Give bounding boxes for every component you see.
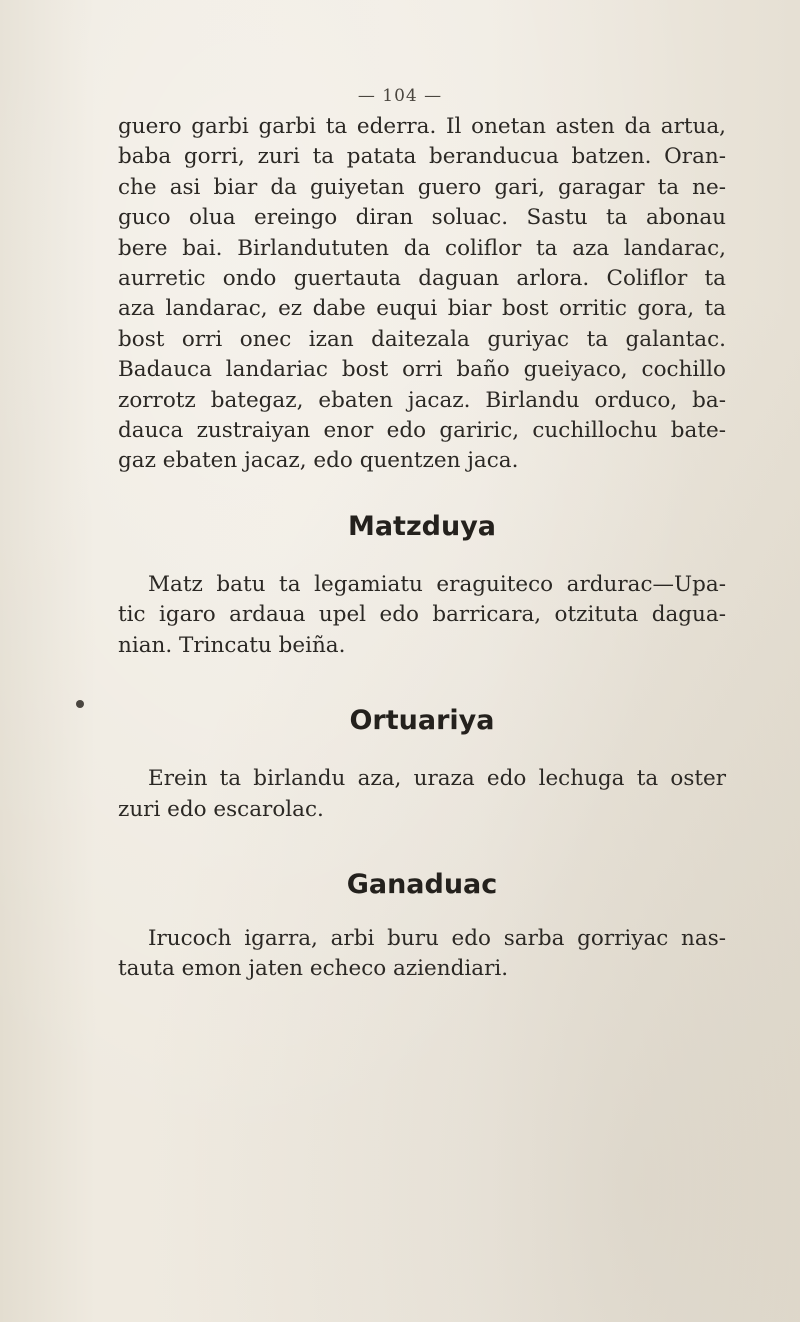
section-paragraph-ganaduac: [118, 924, 726, 985]
text-line: baba gorri, zuri ta patata beranducua batzen. Oran-: [118, 144, 726, 170]
text-line: Badauca landariac bost orri baño gueiyaco, cochillo: [118, 357, 726, 383]
text-line: Matz batu ta legamiatu eraguiteco ardurac—Upa-: [148, 571, 726, 597]
text-line: zorrotz bategaz, ebaten jacaz. Birlandu orduco, ba-: [118, 387, 726, 413]
intro-paragraph: [118, 112, 726, 477]
text-line: guero garbi garbi ta ederra. Il onetan asten da artua,: [118, 114, 726, 139]
section-paragraph-matzduya: [118, 570, 726, 661]
text-line: Irucoch igarra, arbi buru edo sarba gorriyac nas-: [148, 925, 726, 951]
text-line: zuri edo escarolac.: [118, 796, 324, 822]
text-line: aurretic ondo guertauta daguan arlora. Coliflor ta: [118, 266, 726, 292]
page-content: [118, 112, 726, 985]
text-line: dauca zustraiyan enor edo gariric, cuchillochu bate-: [118, 418, 726, 444]
section-heading-matzduya: Matzduya: [347, 510, 497, 542]
text-line: tic igaro ardaua upel edo barricara, otzituta dagua-: [118, 602, 726, 628]
text-line: Erein ta birlandu aza, uraza edo lechuga ta oster: [148, 766, 726, 792]
page-number: — 104 —: [357, 86, 443, 106]
section-heading-ortuariya: Ortuariya: [349, 705, 495, 737]
text-line: bere bai. Birlandututen da coliflor ta aza landarac,: [118, 235, 726, 261]
text-line: bost orri onec izan daitezala guriyac ta galantac.: [118, 326, 726, 352]
text-line: aza landarac, ez dabe euqui biar bost orritic gora, ta: [118, 296, 726, 322]
ink-speck: [76, 700, 84, 708]
section-heading-ganaduac: Ganaduac: [346, 868, 498, 900]
text-line: che asi biar da guiyetan guero gari, garagar ta ne-: [118, 174, 726, 200]
text-line: guco olua ereingo diran soluac. Sastu ta abonau: [118, 205, 726, 231]
text-line: gaz ebaten jacaz, edo quentzen jaca.: [118, 448, 519, 474]
text-line: nian. Trincatu beiña.: [118, 632, 346, 658]
text-line: tauta emon jaten echeco aziendiari.: [118, 956, 509, 982]
section-paragraph-ortuariya: [118, 764, 726, 825]
